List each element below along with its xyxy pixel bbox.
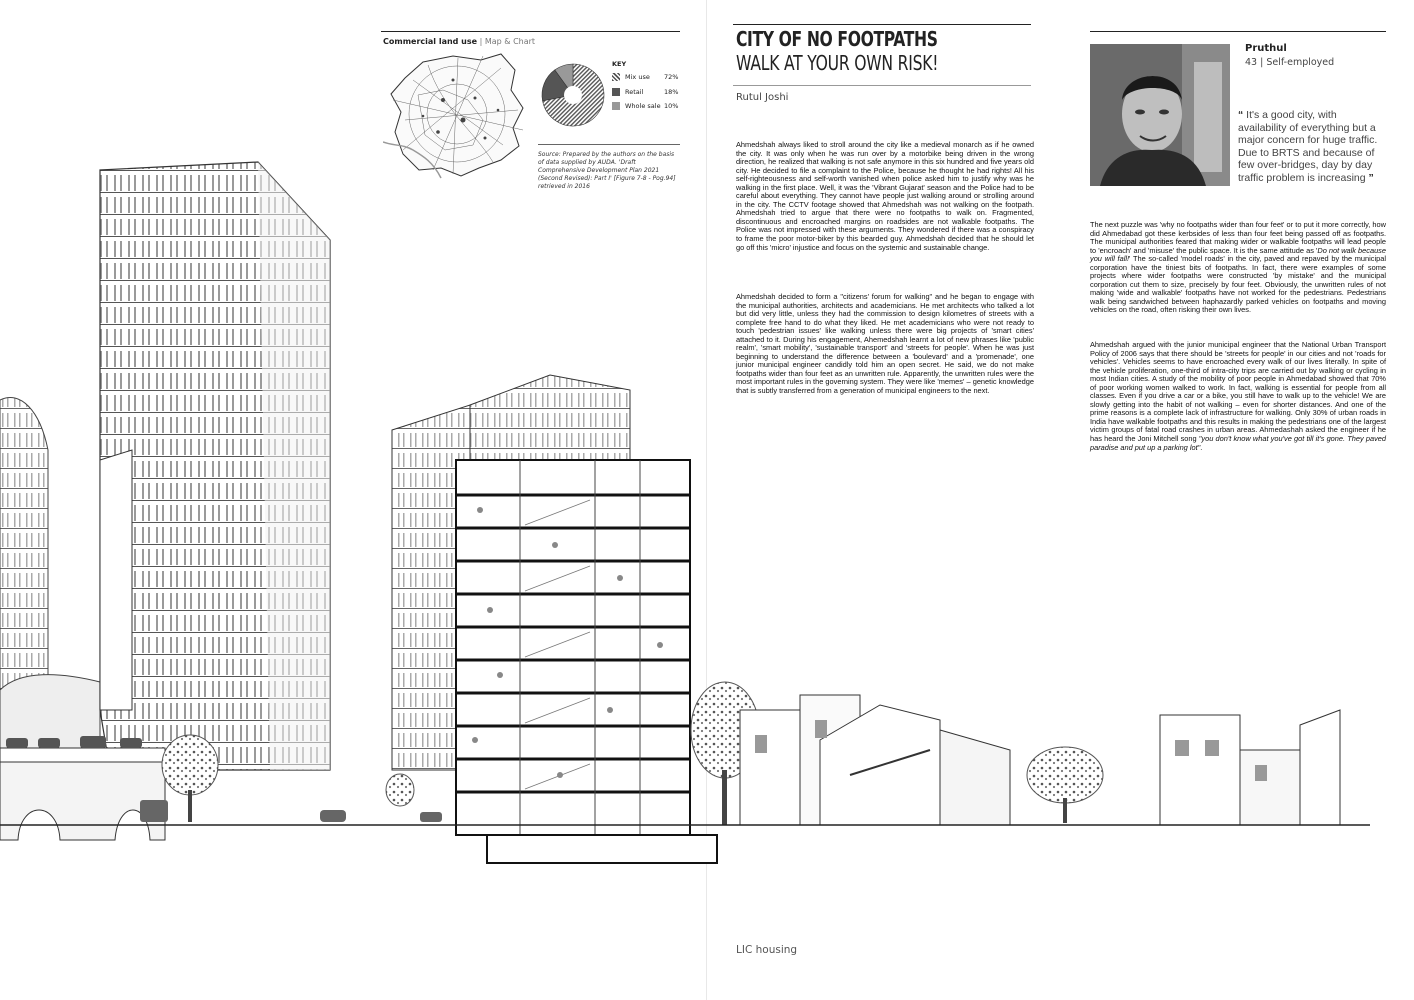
legend-value: 18% xyxy=(664,88,679,96)
source-rule xyxy=(538,144,680,145)
chart-subtitle-separator: | xyxy=(479,37,485,46)
para3-text-b: ' The so-called 'model roads' in the city, paved and repaved by the municipal corporation have the tiniest bits of footpaths. In fact, there were examples of some projects where wider footpaths were constructed 'by mistake' and the municipal corporation cut them to size, precisely by four feet. Obviously, the unwritten rules of not making 'wide and walkable' footpaths have not worked for the pedestrians. Pedestrians walk being sandwiched between haphazardly parked vehicles on footpaths and moving vehicles on the road, often risking their own lives. xyxy=(1090,254,1386,315)
chart-key-label: KEY xyxy=(612,60,627,68)
chart-subtitle: Map & Chart xyxy=(484,37,536,46)
illustration-caption: LIC housing xyxy=(736,944,798,956)
quote-close-mark: ” xyxy=(1368,171,1374,184)
legend-label: Retail xyxy=(625,88,644,96)
tall-office-tower xyxy=(100,162,330,770)
article-subtitle: WALK AT YOUR OWN RISK! xyxy=(736,51,939,75)
legend-item-retail xyxy=(612,88,678,96)
article-paragraph-2: Ahmedshah decided to form a "citizens' forum for walking" and he began to engage with the municipal authorities, architects and academicians. He met architects who talked a lot but did very little, unless they had the commission to design kilometres of streets with a complete free hand to do what they liked. He met academicians who were not ready to touch 'pedestrian issues' like walking unless there were big projects of 'smart cities' attached to it. During his engagement, Ahemedshah learnt a lot of new phrases like 'public realm', 'smart mobility', 'sustainable transport' and 'streets for people'. When he was just beginning to understand the difference between a 'boulevard' and a 'promenade', one junior municipal engineer candidly told him an open secret. He said, we do not make footpaths wider than four feet as an unwritten rule. Apparently, the unwritten rules were the most important rules in the governing system. They were like 'memes' – genetic knowledge that is subtly transferred from a generation of municipal engineers to the next. xyxy=(736,292,1034,396)
cityscape-section-illustration xyxy=(0,150,1414,870)
para4-text-b: . xyxy=(1200,442,1203,452)
profile-top-rule xyxy=(1090,31,1386,32)
lic-housing-section xyxy=(456,460,717,863)
legend-swatch xyxy=(612,88,620,96)
title-top-rule xyxy=(733,24,1031,25)
para3-emphasis: Do not walk because you will fall! xyxy=(1090,245,1386,264)
legend-item-mix-use xyxy=(612,73,678,81)
para3-text-a: The next puzzle was 'why no footpaths wider than four feet' or to put it more correctly, how did Ahmedabad got these kerbsides of less than four feet being passed off as footpaths. The municipal authorities feared that making wider or walkable footpaths will lead people to 'encroach' and 'misuse' the public space. It is the same attitude as ' xyxy=(1090,220,1386,255)
chart-source-note: Source: Prepared by the authors on the basis of data supplied by AUDA. 'Draft Comprehensive Development Plan 2021 (Second Revised): Part I' [Figure 7-8 - Pog.94] retrieved in 2016 xyxy=(538,151,676,190)
legend-swatch xyxy=(612,73,620,81)
chart-heading xyxy=(383,37,535,46)
land-use-donut-chart xyxy=(540,62,606,128)
quote-text: It's a good city, with availability of everything but a major concern for huge traffic. Due to BRTS and because of few over-bridges, day by day traffic problem is increasing xyxy=(1238,109,1378,184)
legend-value: 72% xyxy=(664,73,679,81)
article-paragraph-1: Ahmedshah always liked to stroll around the city like a medieval monarch as if he owned the city. It was only when he was run over by a motorbike being driven in the wrong direction, he realized that walking is not safe anymore in this six hundred and five years old city. He decided to file a complaint to the Police, because he thought he had rights! All his self-righteousness and self-worth vanished when police asked him to justify why was he walking in the first place. Well, it was the 'Vibrant Gujarat' season and the Police had to be careful about everything. They cannot have people just walking around or strolling around in the city. The CCTV footage showed that Ahmedshah was not walking on the footpath. Ahmedshah tried to argue that there were no footpaths to walk on. Fragmented, discontinuous and encroached margins on roadsides are not walkable footpaths. The Police was not impressed with these arguments. They wondered if there was a conspiracy to frame the poor motor-biker by this bearded guy. Ahmedshah decided that he should let go off this 'micro' injustice and focus on the systemic and sustainable change. xyxy=(736,140,1034,252)
left-tower xyxy=(0,397,100,750)
para4-text-a: Ahmedshah argued with the junior municipal engineer that the National Urban Transport Policy of 2006 says that there should be 'streets for people' in our cities and not 'roads for vehicles'. Vehicles seems to have encroached every walk of our lives literally. In spite of the vehicle proliferation, one-third of intra-city trips are carried out by walking or cycling in most Indian cities. A study of the mobility of poor people in Ahmedabad showed that 70% of poor working women walked to work. In fact, walking is essential for people from all classes. Even if you drive a car or a bike, you still have to walk up to the vehicle! We are slowly getting into the habit of not walking – even for shorter distances. And one of the prime reasons is a complete lack of infrastructure for walking. Only 30% of urban roads in India have walkable footpaths and this results in making the pedestrians one of the largest victim groups of fatal road crashes in urban areas. Ahmedashah asked the engineer if he has heard the Joni Mitchell song xyxy=(1090,340,1386,444)
article-title: CITY OF NO FOOTPATHS xyxy=(736,27,938,51)
legend-label: Mix use xyxy=(625,73,650,81)
chart-top-rule xyxy=(381,31,680,32)
legend-value: 10% xyxy=(664,102,679,110)
quote-open-mark: “ xyxy=(1238,109,1244,121)
legend-label: Whole sale xyxy=(625,102,661,110)
author-rule xyxy=(733,85,1031,86)
profile-name: Pruthul xyxy=(1245,43,1287,54)
chart-title: Commercial land use xyxy=(383,37,478,46)
article-author: Rutul Joshi xyxy=(736,92,789,103)
para4-emphasis: "you don't know what you've got till it's gone. They paved paradise and put up a parking lot" xyxy=(1090,434,1386,452)
legend-item-whole-sale xyxy=(612,102,678,110)
profile-description: 43 | Self-employed xyxy=(1245,57,1335,68)
legend-swatch xyxy=(612,102,620,110)
